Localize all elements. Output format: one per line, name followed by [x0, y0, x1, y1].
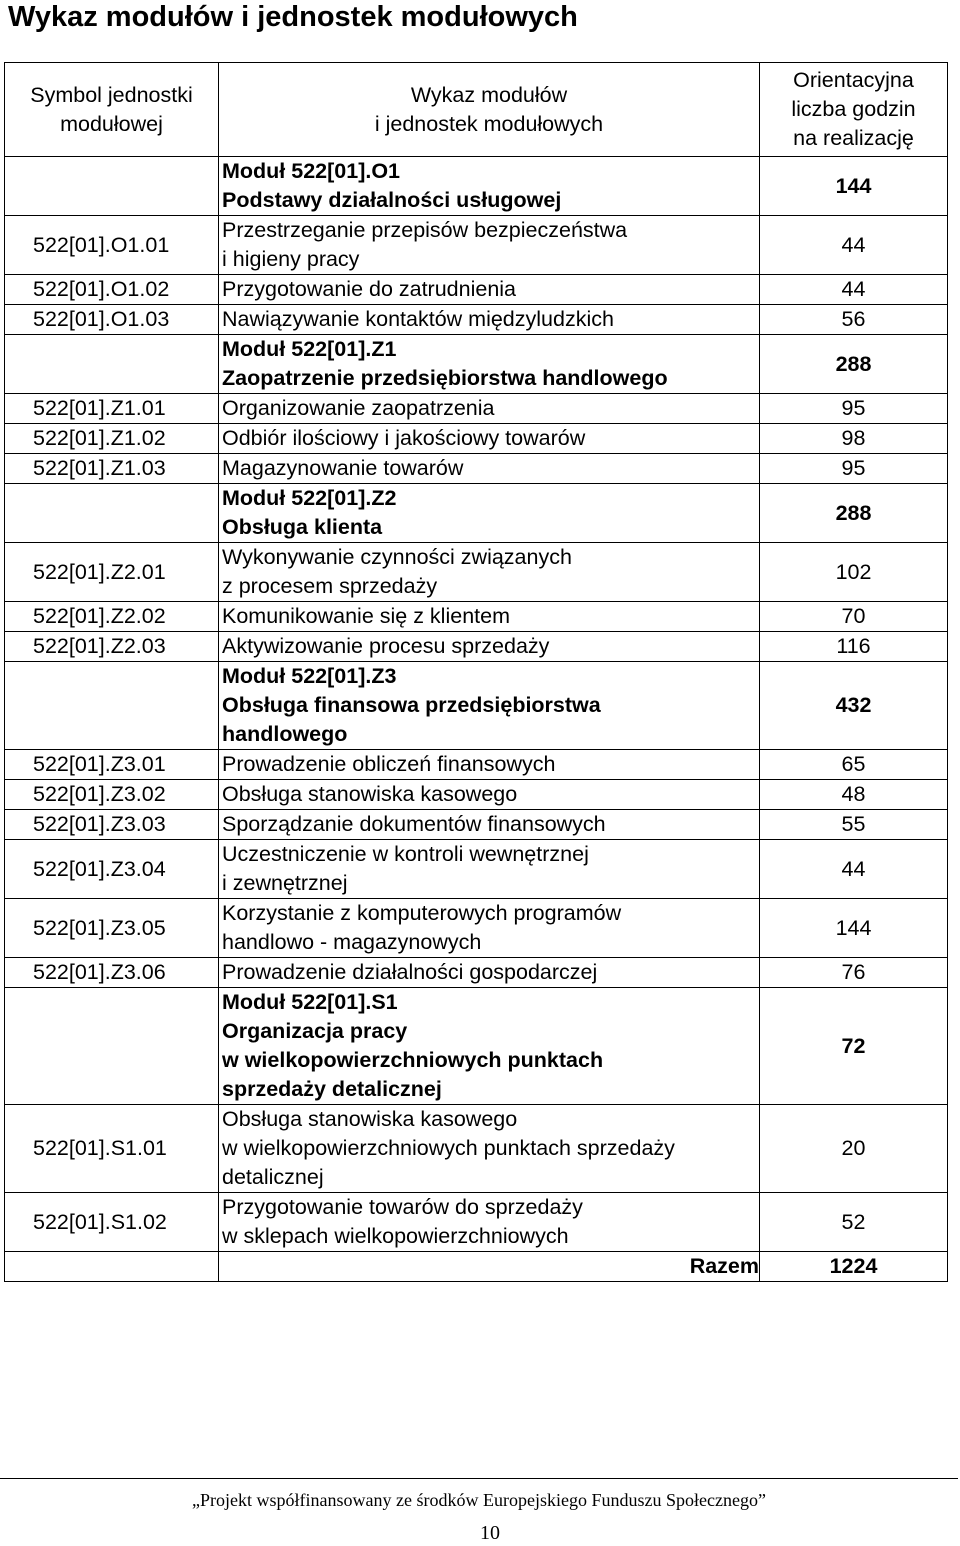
name-line: handlowo - magazynowych — [222, 930, 482, 954]
name-cell — [219, 662, 760, 750]
hours-cell: 288 — [760, 484, 948, 543]
name-cell — [219, 157, 760, 216]
symbol-cell: 522[01].O1.03 — [5, 305, 219, 335]
symbol-cell — [5, 662, 219, 750]
hours-cell: 55 — [760, 810, 948, 840]
table-row — [5, 394, 948, 424]
hours-cell: 144 — [760, 899, 948, 958]
symbol-cell: 522[01].Z3.01 — [5, 750, 219, 780]
name-cell — [219, 394, 760, 424]
name-line: Moduł 522[01].Z1 — [222, 337, 397, 361]
symbol-cell: 522[01].Z2.03 — [5, 632, 219, 662]
name-line: Obsługa klienta — [222, 515, 383, 539]
total-hours: 1224 — [760, 1252, 948, 1282]
name-line: Obsługa stanowiska kasowego — [222, 782, 518, 806]
name-line: Obsługa stanowiska kasowego — [222, 1107, 518, 1131]
header-symbol — [5, 63, 219, 157]
module-row — [5, 662, 948, 750]
table-row — [5, 424, 948, 454]
name-cell — [219, 335, 760, 394]
name-line: Moduł 522[01].Z3 — [222, 664, 397, 688]
name-cell — [219, 424, 760, 454]
name-line: handlowego — [222, 722, 348, 746]
symbol-cell — [5, 335, 219, 394]
name-cell — [219, 305, 760, 335]
table-header-row — [5, 63, 948, 157]
name-line: Organizowanie zaopatrzenia — [222, 396, 495, 420]
table-row — [5, 958, 948, 988]
name-cell — [219, 810, 760, 840]
header-symbol-line: modułowej — [60, 111, 163, 136]
total-label: Razem — [219, 1252, 760, 1282]
module-row — [5, 157, 948, 216]
name-cell — [219, 1105, 760, 1193]
page-title: Wykaz modułów i jednostek modułowych — [8, 1, 578, 33]
symbol-cell: 522[01].Z3.04 — [5, 840, 219, 899]
table-row — [5, 543, 948, 602]
table-row — [5, 1193, 948, 1252]
symbol-cell: 522[01].O1.02 — [5, 275, 219, 305]
hours-cell: 72 — [760, 988, 948, 1105]
name-line: Przestrzeganie przepisów bezpieczeństwa — [222, 218, 628, 242]
symbol-cell: 522[01].Z1.01 — [5, 394, 219, 424]
name-cell — [219, 840, 760, 899]
symbol-cell: 522[01].S1.02 — [5, 1193, 219, 1252]
name-cell — [219, 543, 760, 602]
header-hours — [760, 63, 948, 157]
table-body — [5, 157, 948, 1252]
header-hours-line: na realizację — [793, 126, 914, 150]
name-cell — [219, 780, 760, 810]
total-empty-cell — [5, 1252, 219, 1282]
name-line: Organizacja pracy — [222, 1019, 408, 1043]
hours-cell: 48 — [760, 780, 948, 810]
module-row — [5, 335, 948, 394]
hours-cell: 44 — [760, 216, 948, 275]
name-line: i zewnętrznej — [222, 871, 348, 895]
symbol-cell — [5, 157, 219, 216]
hours-cell: 20 — [760, 1105, 948, 1193]
table-row — [5, 1105, 948, 1193]
module-row — [5, 484, 948, 543]
name-cell — [219, 275, 760, 305]
name-line: detalicznej — [222, 1165, 324, 1189]
name-line: Moduł 522[01].S1 — [222, 990, 398, 1014]
hours-cell: 76 — [760, 958, 948, 988]
name-line: w wielkopowierzchniowych punktach sprzedaży — [222, 1136, 675, 1160]
name-cell — [219, 454, 760, 484]
hours-cell: 144 — [760, 157, 948, 216]
name-line: Aktywizowanie procesu sprzedaży — [222, 634, 550, 658]
name-cell — [219, 750, 760, 780]
table-row — [5, 602, 948, 632]
symbol-cell: 522[01].O1.01 — [5, 216, 219, 275]
name-line: Magazynowanie towarów — [222, 456, 464, 480]
symbol-cell: 522[01].Z3.06 — [5, 958, 219, 988]
symbol-cell: 522[01].Z1.03 — [5, 454, 219, 484]
hours-cell: 65 — [760, 750, 948, 780]
header-name-line: i jednostek modułowych — [374, 111, 604, 136]
name-line: Moduł 522[01].O1 — [222, 159, 401, 183]
hours-cell: 52 — [760, 1193, 948, 1252]
hours-cell: 44 — [760, 840, 948, 899]
hours-cell: 102 — [760, 543, 948, 602]
name-cell — [219, 1193, 760, 1252]
name-line: i higieny pracy — [222, 247, 360, 271]
name-line: sprzedaży detalicznej — [222, 1077, 442, 1101]
header-hours-line: liczba godzin — [791, 97, 916, 121]
name-line: Zaopatrzenie przedsiębiorstwa handlowego — [222, 366, 668, 390]
hours-cell: 116 — [760, 632, 948, 662]
symbol-cell — [5, 484, 219, 543]
name-cell — [219, 216, 760, 275]
page-number: 10 — [480, 1522, 500, 1544]
name-line: Uczestniczenie w kontroli wewnętrznej — [222, 842, 589, 866]
name-line: Moduł 522[01].Z2 — [222, 486, 397, 510]
name-line: Wykonywanie czynności związanych — [222, 545, 572, 569]
modules-table — [4, 62, 948, 1282]
symbol-cell: 522[01].Z1.02 — [5, 424, 219, 454]
name-line: Komunikowanie się z klientem — [222, 604, 510, 628]
header-name-line: Wykaz modułów — [410, 82, 568, 107]
symbol-cell: 522[01].Z3.03 — [5, 810, 219, 840]
table-row — [5, 750, 948, 780]
hours-cell: 98 — [760, 424, 948, 454]
table-row — [5, 275, 948, 305]
name-line: Odbiór ilościowy i jakościowy towarów — [222, 426, 586, 450]
symbol-cell: 522[01].Z3.05 — [5, 899, 219, 958]
name-cell — [219, 958, 760, 988]
table-row — [5, 454, 948, 484]
symbol-cell: 522[01].Z3.02 — [5, 780, 219, 810]
table-row — [5, 840, 948, 899]
name-line: Obsługa finansowa przedsiębiorstwa — [222, 693, 601, 717]
name-line: Prowadzenie obliczeń finansowych — [222, 752, 556, 776]
header-symbol-line: Symbol jednostki — [30, 82, 193, 107]
name-cell — [219, 899, 760, 958]
hours-cell: 56 — [760, 305, 948, 335]
footer-text: „Projekt współfinansowany ze środków Europejskiego Funduszu Społecznego” — [192, 1490, 766, 1510]
header-hours-line: Orientacyjna — [793, 68, 914, 92]
table-row — [5, 810, 948, 840]
symbol-cell: 522[01].Z2.01 — [5, 543, 219, 602]
table-row — [5, 632, 948, 662]
footer-divider — [0, 1478, 958, 1479]
name-cell — [219, 988, 760, 1105]
table-row — [5, 780, 948, 810]
hours-cell: 44 — [760, 275, 948, 305]
module-row — [5, 988, 948, 1105]
hours-cell: 95 — [760, 454, 948, 484]
table-row — [5, 305, 948, 335]
name-line: Przygotowanie do zatrudnienia — [222, 277, 517, 301]
name-line: Korzystanie z komputerowych programów — [222, 901, 622, 925]
hours-cell: 95 — [760, 394, 948, 424]
name-cell — [219, 632, 760, 662]
name-cell — [219, 602, 760, 632]
name-line: Prowadzenie działalności gospodarczej — [222, 960, 598, 984]
symbol-cell: 522[01].Z2.02 — [5, 602, 219, 632]
name-line: Sporządzanie dokumentów finansowych — [222, 812, 606, 836]
hours-cell: 288 — [760, 335, 948, 394]
name-line: w wielkopowierzchniowych punktach — [222, 1048, 604, 1072]
hours-cell: 432 — [760, 662, 948, 750]
header-name — [219, 63, 760, 157]
symbol-cell — [5, 988, 219, 1105]
symbol-cell: 522[01].S1.01 — [5, 1105, 219, 1193]
name-cell — [219, 484, 760, 543]
name-line: Podstawy działalności usługowej — [222, 188, 562, 212]
total-row — [5, 1252, 948, 1282]
name-line: w sklepach wielkopowierzchniowych — [222, 1224, 569, 1248]
name-line: Nawiązywanie kontaktów międzyludzkich — [222, 307, 614, 331]
table-row — [5, 899, 948, 958]
name-line: Przygotowanie towarów do sprzedaży — [222, 1195, 583, 1219]
name-line: z procesem sprzedaży — [222, 574, 438, 598]
table-row — [5, 216, 948, 275]
hours-cell: 70 — [760, 602, 948, 632]
